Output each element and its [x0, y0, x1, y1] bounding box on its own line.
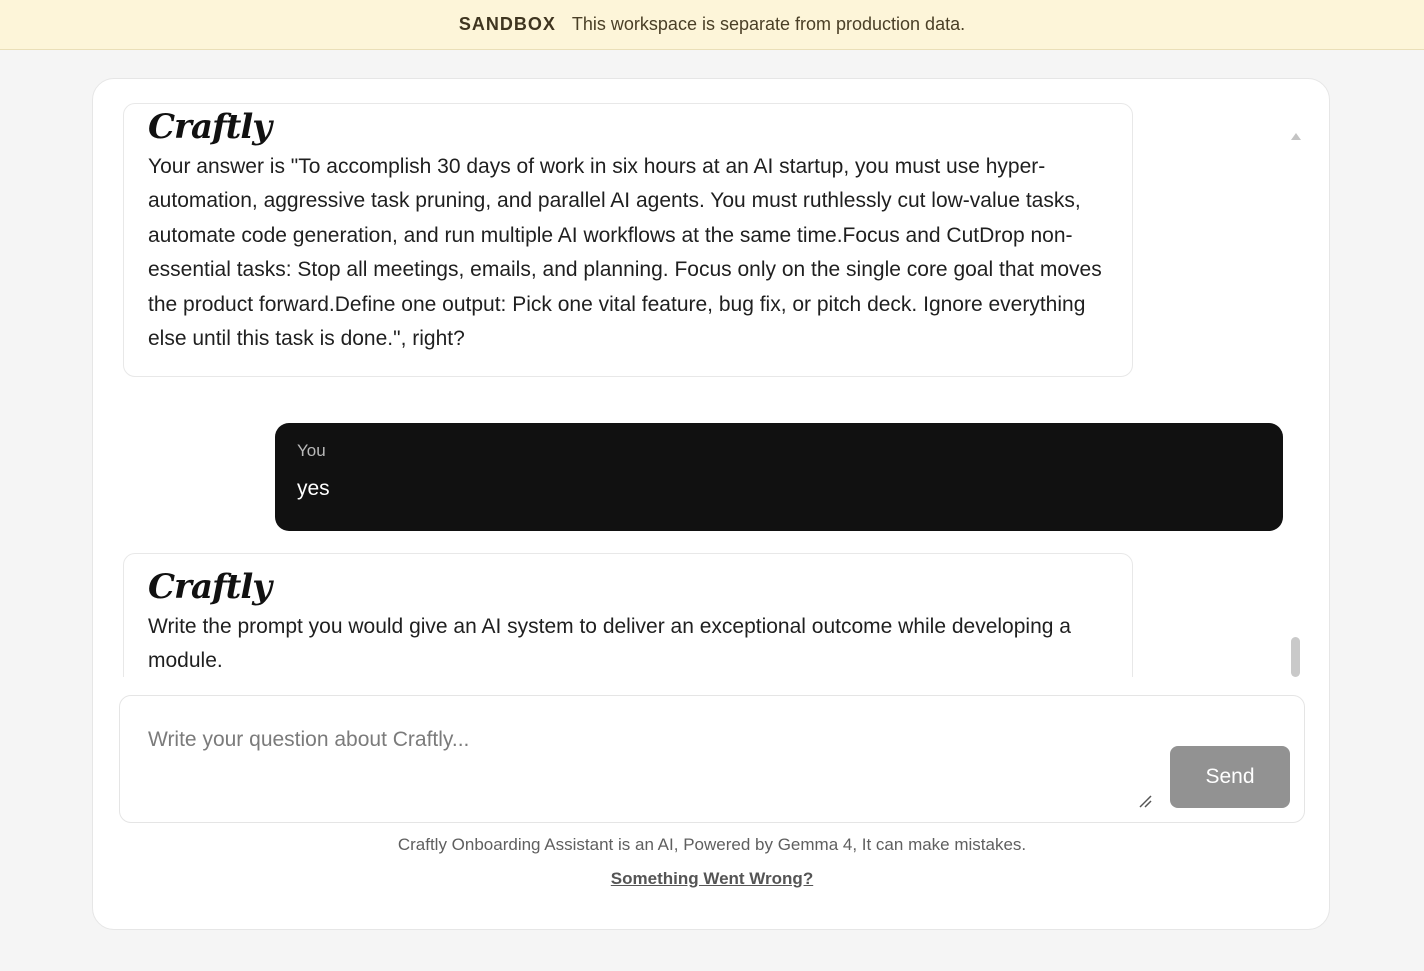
question-input[interactable]	[134, 710, 1154, 806]
sandbox-banner	[0, 0, 1424, 50]
resize-handle-icon[interactable]	[1138, 794, 1152, 808]
ai-disclaimer: Craftly Onboarding Assistant is an AI, Powered by Gemma 4, It can make mistakes.	[397, 835, 1027, 854]
scrollbar-thumb[interactable]	[1291, 637, 1300, 677]
sandbox-tag: SANDBOX	[458, 14, 556, 34]
chat-log[interactable]	[93, 103, 1313, 677]
report-problem	[93, 869, 1331, 889]
scroll-up-arrow[interactable]	[1291, 133, 1301, 140]
bot-message-text: Your answer is "To accomplish 30 days of work in six hours at an AI startup, you must use hyper-automation, aggressive task pruning, and parallel AI agents. You must ruthlessly cut low-value tasks, automate code generation, and run multiple AI workflows at the same time.Focus and CutDrop non-essential tasks: Stop all meetings, emails, and planning. Focus only on the single core goal that moves the product forward.Define one output: Pick one vital feature, bug fix, or pitch deck. Ignore everything else until this task is done.", right?	[148, 155, 1102, 351]
composer	[119, 695, 1305, 823]
something-went-wrong-link[interactable]: Something Went Wrong?	[610, 869, 814, 888]
bot-message-text: Write the prompt you would give an AI system to deliver an exceptional outcome while developing a module.	[148, 615, 1071, 673]
chat-card	[92, 78, 1330, 930]
bot-message	[123, 103, 1133, 377]
sandbox-message: This workspace is separate from production data.	[571, 14, 966, 34]
bot-message	[123, 553, 1133, 677]
craftly-logo: Craftly	[148, 567, 272, 607]
user-message-text: yes	[297, 477, 330, 500]
user-label: You	[297, 441, 326, 460]
craftly-logo: Craftly	[148, 107, 272, 147]
send-button[interactable]: Send	[1170, 746, 1290, 808]
user-message	[275, 423, 1283, 531]
